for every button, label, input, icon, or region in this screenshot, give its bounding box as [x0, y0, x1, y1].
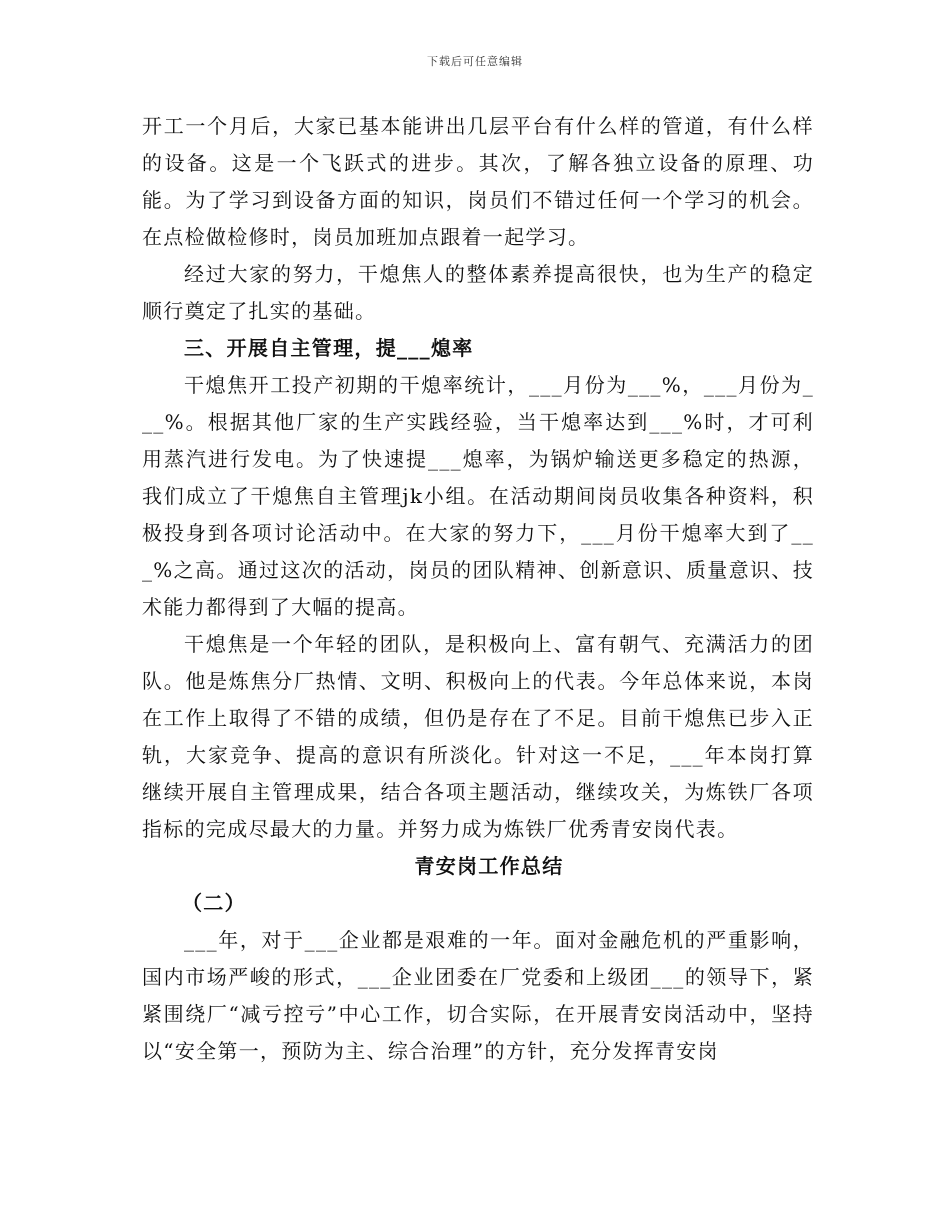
paragraph-1: 开工一个月后，大家已基本能讲出几层平台有什么样的管道，有什么样的设备。这是一个飞跃式的进步。其次，了解各独立设备的原理、功能。为了学习到设备方面的知识，岗员们不错过任何一个学习的机会。在点检做检修时，岗员加班加点跟着一起学习。	[142, 114, 814, 249]
paragraph-3: 干熄焦开工投产初期的干熄率统计，___月份为___%，___月份为___%。根据其他厂家的生产实践经验，当干熄率达到___%时，才可利用蒸汽进行发电。为了快速提___熄率，为锅炉输送更多稳定的热源，我们成立了干熄焦自主管理jk小组。在活动期间岗员收集各种资料，积极投身到各项讨论活动中。在大家的努力下，___月份干熄率大到了___%之高。通过这次的活动，岗员的团队精神、创新意识、质量意识、技术能力都得到了大幅的提高。	[142, 373, 814, 619]
document-body	[142, 108, 814, 1070]
paragraph-4: 干熄焦是一个年轻的团队，是积极向上、富有朝气、充满活力的团队。他是炼焦分厂热情、文明、积极向上的代表。今年总体来说，本岗在工作上取得了不错的成绩，但仍是存在了不足。目前干熄焦已步入正轨，大家竞争、提高的意识有所淡化。针对这一不足，___年本岗打算继续开展自主管理成果，结合各项主题活动，继续攻关，为炼铁厂各项指标的完成尽最大的力量。并努力成为炼铁厂优秀青安岗代表。	[142, 632, 814, 841]
document-title: 青安岗工作总结	[414, 854, 564, 878]
document-subtitle: （二）	[182, 891, 246, 915]
header-note: 下载后可任意编辑	[427, 55, 523, 68]
paragraph-2: 经过大家的努力，干熄焦人的整体素养提高很快，也为生产的稳定顺行奠定了扎实的基础。	[142, 262, 814, 323]
paragraph-5: ___年，对于___企业都是艰难的一年。面对金融危机的严重影响，国内市场严峻的形式，___企业团委在厂党委和上级团___的领导下，紧紧围绕厂“减亏控亏”中心工作，切合实际，在开展青安岗活动中，坚持以“安全第一，预防为主、综合治理”的方针，充分发挥青安岗	[142, 928, 814, 1063]
section-heading: 三、开展自主管理，提___熄率	[184, 336, 474, 360]
